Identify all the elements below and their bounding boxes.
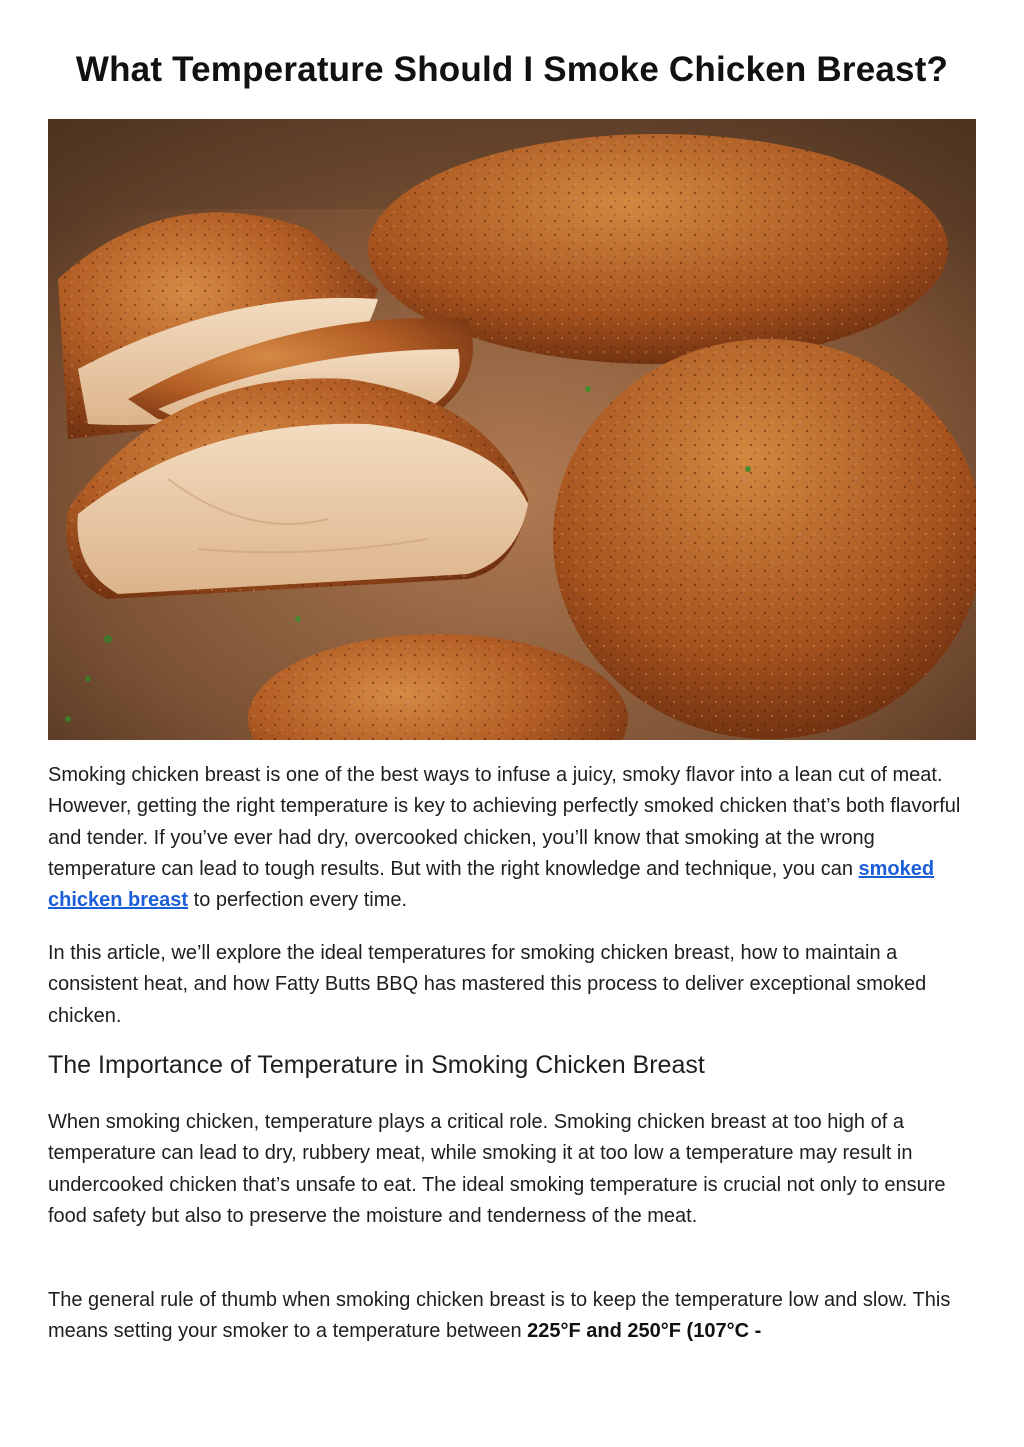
importance-paragraph: When smoking chicken, temperature plays a critical role. Smoking chicken breast at too high of a temperature can lead to dry, rubbery meat, while smoking it at too low a temperature may result in undercooked chicken that’s unsafe to eat. The ideal smoking temperature is crucial not only to ensure food safety but also to preserve the moisture and tenderness of the meat.: [48, 1111, 946, 1227]
section-heading: The Importance of Temperature in Smoking Chicken Breast: [48, 1051, 705, 1079]
intro-text-end: to perfection every time.: [188, 889, 408, 912]
temperature-range: 225°F and 250°F (107°C -: [527, 1320, 762, 1343]
rule-text: The general rule of thumb when smoking chicken breast is to keep the temperature low and slow. This means setting your smoker to a temperature between: [48, 1289, 951, 1343]
page-title: What Temperature Should I Smoke Chicken Breast?: [75, 50, 949, 89]
rule-of-thumb-paragraph: [48, 1285, 978, 1348]
intro-text: Smoking chicken breast is one of the best ways to infuse a juicy, smoky flavor into a lean cut of meat. However, getting the right temperature is key to achieving perfectly smoked chicken that’s both flavorful and tender. If you’ve ever had dry, overcooked chicken, you’ll know that smoking at the wrong temperature can lead to tough results. But with the right knowledge and technique, you can: [48, 764, 961, 880]
hero-image-smoked-chicken: [48, 119, 976, 740]
smoked-chicken-illustration: [48, 119, 976, 740]
intro-paragraph: [48, 760, 978, 916]
smoked-chicken-breast-link[interactable]: smoked chicken breast: [48, 857, 935, 912]
article-overview-paragraph: In this article, we’ll explore the ideal temperatures for smoking chicken breast, how to maintain a consistent heat, and how Fatty Butts BBQ has mastered this process to deliver exceptional smoked chicken.: [48, 942, 927, 1027]
